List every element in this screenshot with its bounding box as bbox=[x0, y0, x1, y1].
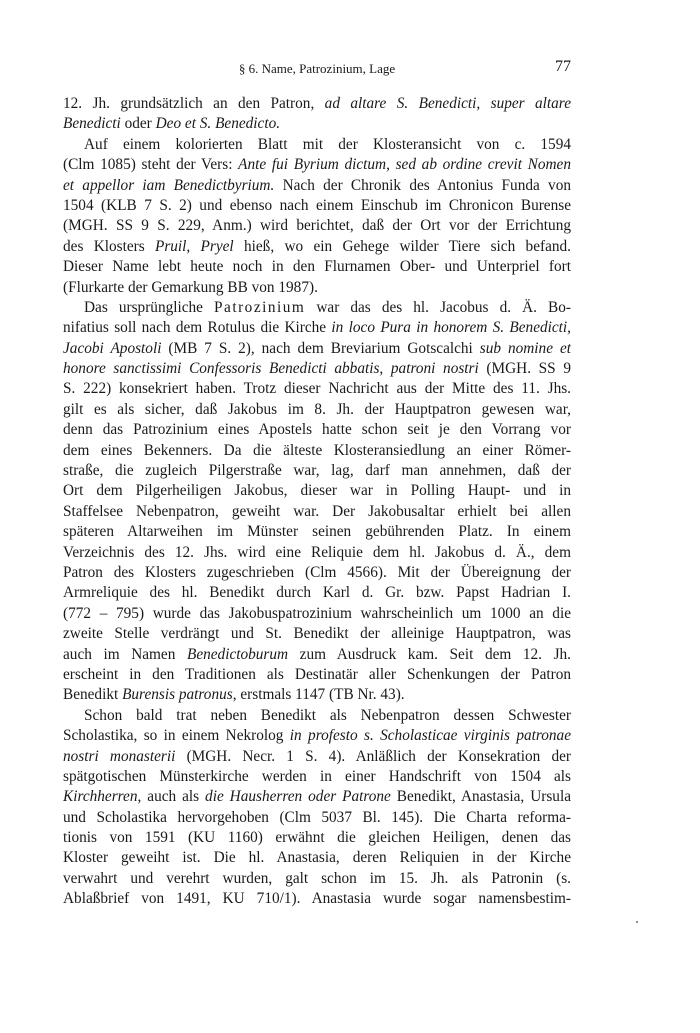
text-run: straße, die zugleich Pilgerstraße war, lag, darf man annehmen, daß der bbox=[63, 462, 571, 480]
text-run: Kloster geweiht ist. Die hl. Anastasia, deren Reliquien in der Kirche bbox=[63, 849, 571, 867]
italic-citation: in loco Pura in honorem S. Benedicti, bbox=[331, 319, 571, 337]
text-run: Staffelsee Nebenpatron, geweiht war. Der Jakobusaltar erhielt bei allen bbox=[63, 502, 571, 520]
italic-citation: honore sanctissimi Confessoris Benedicti abbatis, patroni nostri bbox=[63, 360, 479, 378]
text-run: Dieser Name lebt heute noch in den Flurnamen Ober- und Unterpriel fort bbox=[63, 258, 571, 276]
text-run: Ort dem Pilgerheiligen Jakobus, dieser war in Polling Haupt- und in bbox=[63, 482, 571, 500]
text-run: Armreliquie des hl. Benedikt durch Karl d. Gr. bzw. Papst Hadrian I. bbox=[63, 584, 571, 602]
text-line bbox=[63, 869, 571, 889]
text-line bbox=[63, 339, 571, 359]
text-run: verwahrt und verehrt wurden, galt schon im 15. Jh. als Patronin (s. bbox=[63, 869, 571, 887]
text-run: des Klosters bbox=[63, 237, 155, 255]
text-line bbox=[63, 747, 571, 767]
text-line bbox=[63, 135, 571, 155]
italic-citation: Burensis patronus bbox=[122, 686, 233, 704]
text-line bbox=[63, 481, 571, 501]
text-line bbox=[63, 522, 571, 542]
text-run: und Scholastika hervorgehoben (Clm 5037 Bl. 145). Die Charta reforma- bbox=[63, 808, 571, 826]
text-run: (Flurkarte der Gemarkung BB von 1987). bbox=[63, 278, 318, 296]
italic-citation: die Hausherren oder Patrone bbox=[205, 788, 391, 806]
text-run: (772 – 795) wurde das Jakobuspatrozinium wahrscheinlich um 1000 an die bbox=[63, 604, 571, 622]
italic-citation: Kirchherren bbox=[63, 788, 138, 806]
text-line bbox=[63, 420, 571, 440]
text-line bbox=[63, 848, 571, 868]
text-line bbox=[63, 441, 571, 461]
text-run: 12. Jh. grundsätzlich an den Patron, bbox=[63, 95, 325, 112]
text-line bbox=[63, 216, 571, 236]
text-run: , auch als bbox=[137, 788, 206, 806]
text-line bbox=[63, 624, 571, 644]
text-run: Scholastika, so in einem Nekrolog bbox=[63, 727, 290, 745]
text-run: nifatius soll nach dem Rotulus die Kirche bbox=[63, 319, 332, 337]
text-run: (Clm 1085) steht der Vers: bbox=[63, 156, 239, 174]
text-run: war das des hl. Jacobus d. Ä. Bo- bbox=[305, 298, 571, 316]
text-run: zum Ausdruck kam. Seit dem 12. Jh. bbox=[288, 645, 571, 663]
text-line bbox=[63, 318, 571, 338]
text-run: Verzeichnis des 12. Jhs. wird eine Reliquie dem hl. Jakobus d. Ä., dem bbox=[63, 543, 571, 561]
text-line bbox=[63, 685, 571, 705]
text-line bbox=[63, 298, 571, 318]
text-line bbox=[63, 257, 571, 277]
text-line bbox=[63, 379, 571, 399]
italic-citation: sub nomine et bbox=[479, 339, 571, 357]
text-run: späteren Altarweihen im Münster seinen gebührenden Platz. In einem bbox=[63, 523, 571, 541]
text-run: , erstmals 1147 (TB Nr. 43). bbox=[232, 686, 405, 704]
text-line bbox=[63, 665, 571, 685]
italic-citation: in profesto s. Scholasticae virginis patronae bbox=[289, 727, 571, 745]
italic-citation: nostri monasterii bbox=[63, 747, 176, 765]
text-run: Auf einem kolorierten Blatt mit der Klosteransicht von c. 1594 bbox=[84, 135, 571, 153]
text-line bbox=[63, 176, 571, 196]
page-number: 77 bbox=[555, 58, 571, 75]
text-line bbox=[63, 502, 571, 522]
text-line bbox=[63, 808, 571, 828]
italic-citation: ad altare S. Benedicti, super altare bbox=[324, 95, 571, 112]
text-run: hieß, wo ein Gehege wilder Tiere sich befand. bbox=[233, 237, 571, 255]
text-line bbox=[63, 706, 571, 726]
text-run: erscheint in den Traditionen als Destinatär aller Schenkungen der Patron bbox=[63, 665, 571, 683]
text-line bbox=[63, 359, 571, 379]
spaced-term: Patrozinium bbox=[214, 298, 306, 316]
italic-citation: Ante fui Byrium dictum, sed ab ordine crevit Nomen bbox=[238, 156, 571, 174]
text-run: Das ursprüngliche bbox=[84, 298, 215, 316]
text-line bbox=[63, 114, 571, 134]
text-run: S. 222) konsekriert haben. Trotz dieser Nachricht aus der Mitte des 11. Jhs. bbox=[63, 380, 571, 398]
text-run: auch im Namen bbox=[63, 645, 187, 663]
text-run: zweite Stelle verdrängt und St. Benedikt der alleinige Hauptpatron, was bbox=[63, 625, 571, 643]
text-run: Benedikt, Anastasia, Ursula bbox=[390, 788, 571, 806]
text-line bbox=[63, 155, 571, 175]
text-line bbox=[63, 196, 571, 216]
text-run: Nach der Chronik des Antonius Funda von bbox=[274, 176, 571, 194]
italic-citation: Benedicti bbox=[63, 115, 121, 133]
text-line bbox=[63, 645, 571, 665]
text-line bbox=[63, 461, 571, 481]
section-heading: § 6. Name, Patrozinium, Lage bbox=[238, 61, 396, 76]
body-text bbox=[63, 94, 571, 910]
text-line bbox=[63, 726, 571, 746]
text-run: dem eines Bekenners. Da die älteste Klosteransiedlung an einer Römer- bbox=[63, 441, 571, 459]
text-run: (MGH. SS 9 bbox=[478, 360, 571, 378]
italic-citation: et appellor iam Benedictbyrium. bbox=[63, 176, 275, 194]
text-run: Benedikt bbox=[63, 686, 123, 704]
text-line bbox=[63, 583, 571, 603]
text-run: (MGH. SS 9 S. 229, Anm.) wird berichtet, daß der Ort vor der Errichtung bbox=[63, 217, 571, 235]
text-line bbox=[63, 563, 571, 583]
text-run: Patron des Klosters zugeschrieben (Clm 4566). Mit der Übereignung der bbox=[63, 563, 571, 581]
text-line bbox=[63, 94, 571, 114]
text-line bbox=[63, 400, 571, 420]
text-run: denn das Patrozinium eines Apostels hatte schon seit je den Vorrang vor bbox=[63, 421, 571, 439]
text-line bbox=[63, 889, 571, 909]
italic-citation: Deo et S. Benedicto. bbox=[155, 115, 281, 133]
text-run: spätgotischen Münsterkirche werden in einer Handschrift von 1504 als bbox=[63, 767, 571, 785]
text-run: Ablaßbrief von 1491, KU 710/1). Anastasia wurde sogar namensbestim- bbox=[63, 890, 571, 908]
italic-citation: Jacobi Apostoli bbox=[63, 339, 162, 357]
text-run: oder bbox=[120, 115, 156, 133]
text-run: 1504 (KLB 7 S. 2) und ebenso nach einem Einschub im Chronicon Burense bbox=[63, 196, 571, 214]
text-line bbox=[63, 604, 571, 624]
text-run: (MGH. Necr. 1 S. 4). Anläßlich der Konsekration der bbox=[175, 747, 571, 765]
text-line bbox=[63, 767, 571, 787]
text-line bbox=[63, 237, 571, 257]
text-run: (MB 7 S. 2), nach dem Breviarium Gotscalchi bbox=[161, 339, 480, 357]
text-line bbox=[63, 543, 571, 563]
text-run: tionis von 1591 (KU 1160) erwähnt die gleichen Heiligen, denen das bbox=[63, 829, 571, 847]
italic-citation: Benedictoburum bbox=[186, 645, 289, 663]
italic-citation: Pruil, Pryel bbox=[154, 237, 234, 255]
text-line bbox=[63, 278, 571, 298]
running-head bbox=[63, 58, 571, 82]
text-run: gilt es als sicher, daß Jakobus im 8. Jh. der Hauptpatron gewesen war, bbox=[63, 400, 571, 418]
text-line bbox=[63, 828, 571, 848]
text-run: Schon bald trat neben Benedikt als Nebenpatron dessen Schwester bbox=[84, 706, 571, 724]
text-line bbox=[63, 787, 571, 807]
print-speck bbox=[636, 921, 638, 923]
